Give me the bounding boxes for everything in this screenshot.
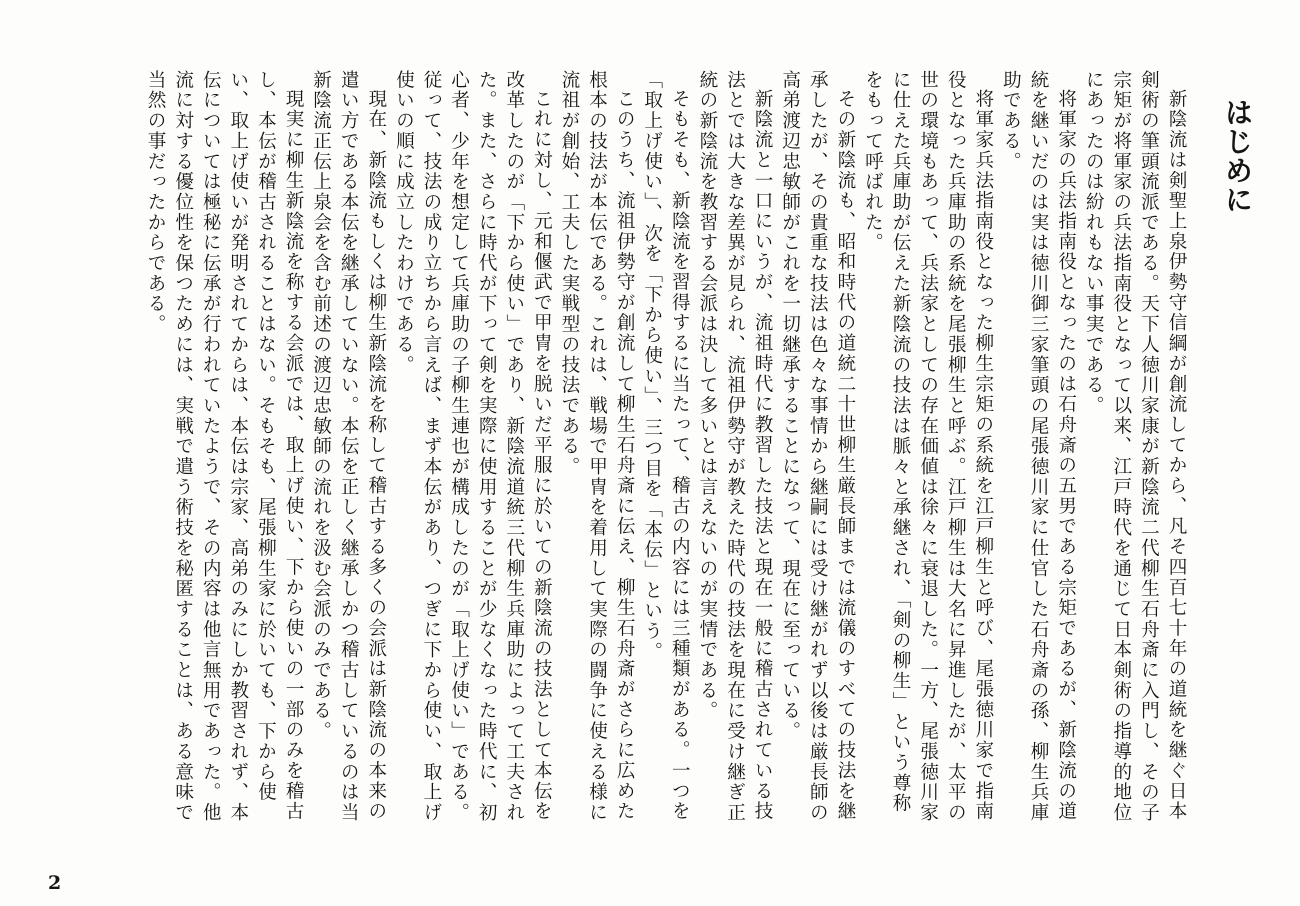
paragraph-5: 新陰流と一口にいうが、流祖時代に教習した技法と現在一般に稽古されている技法とでは大きな差異が見られ、流祖伊勢守が教えた時代の技法を現在に受け継ぎ正統の新陰流を教習する会派は決して多いとは言えないのが実情である。 <box>696 70 774 823</box>
paragraph-3: 将軍家兵法指南役となった柳生宗矩の系統を江戸柳生と呼び、尾張徳川家で指南役となった兵庫助の系統を尾張柳生と呼ぶ。江戸柳生は大名に昇進したが、太平の世の環境もあって、兵法家としての存在価値は徐々に衰退した。一方、尾張徳川家に仕えた兵庫助が伝えた新陰流の技法は脈々と承継され、「剣の柳生」という尊称をもって呼ばれた。 <box>862 70 994 823</box>
paragraph-10: 現実に柳生新陰流を称する会派では、取上げ使い、下から使いの一部のみを稽古し、本伝が稽古されることはない。そもそも、尾張柳生家に於いても、下から使い、取上げ使いが発明されてからは、本伝は宗家、高弟のみにしか教習されず、本伝については極秘に伝承が行われていたようで、その内容は他言無用であった。他流に対する優位性を保つためには、実戦で遣う術技を秘匿することは、ある意味で当然の事だったからである。 <box>145 70 304 823</box>
paragraph-9: 現在、新陰流もしくは柳生新陰流を称して稽古する多くの会派は新陰流の本来の遣い方である本伝を継承していない。本伝を正しく継承しかつ稽古しているのは当新陰流正伝上泉会を含む前述の渡辺忠敏師の流れを汲む会派のみである。 <box>310 70 387 823</box>
paragraph-7: このうち、流祖伊勢守が創流して柳生石舟斎に伝え、柳生石舟斎がさらに広めた根本の技法が本伝である。これは、戦場で甲冑を着用して実際の闘争に使える様に流祖が創始、工夫した実戦型の技法である。 <box>558 70 636 823</box>
page-title: はじめに <box>1221 98 1254 214</box>
page-number: 2 <box>48 872 62 894</box>
paragraph-6: そもそも、新陰流を習得するに当たって、稽古の内容には三種類がある。一つを「取上げ使い」、次を「下から使い」、三つ目を「本伝」という。 <box>641 70 691 822</box>
paragraph-2: 将軍家の兵法指南役となったのは石舟斎の五男である宗矩であるが、新陰流の道統を継いだのは実は徳川御三家筆頭の尾張徳川家に仕官した石舟斎の孫、柳生兵庫助である。 <box>1000 70 1077 823</box>
body-text <box>60 70 1190 830</box>
paragraph-4: その新陰流も、昭和時代の道統二十世柳生厳長師までは流儀のすべての技法を継承したが、その貴重な技法は色々な事情から継嗣には受け継がれず以後は厳長師の高弟渡辺忠敏師がこれを一切継承することになって、現在に至っている。 <box>779 70 856 823</box>
paragraph-1: 新陰流は剣聖上泉伊勢守信綱が創流してから、凡そ四百七十年の道統を継ぐ日本剣術の筆頭流派である。天下人徳川家康が新陰流二代柳生石舟斎に入門し、その子宗矩が将軍家の兵法指南役となって以来、江戸時代を通じて日本剣術の指導的地位にあったのは紛れもない事実である。 <box>1083 70 1187 823</box>
paragraph-8: これに対し、元和偃武で甲冑を脱いだ平服に於いての新陰流の技法として本伝を改革したのが「下から使い」であり、新陰流道統三代柳生兵庫助によって工夫された。また、さらに時代が下って剣を実際に使用することが少なくなった時代に、初心者、少年を想定して兵庫助の子柳生連也が構成したのが「取上げ使い」である。従って、技法の成り立ちから言えば、まず本伝があり、つぎに下から使い、取上げ使いの順に成立したわけである。 <box>393 70 553 823</box>
